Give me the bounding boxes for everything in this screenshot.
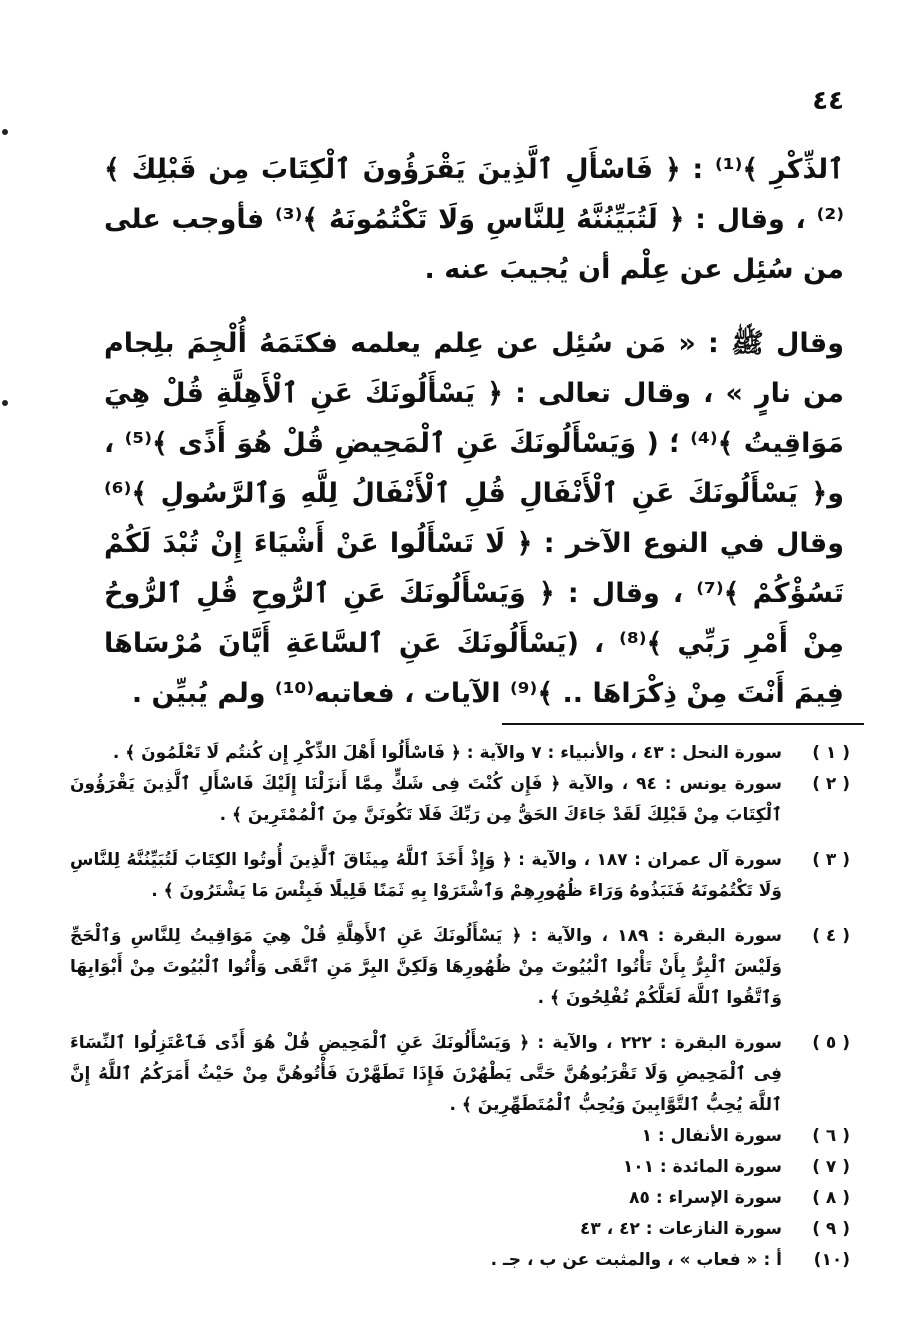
footnote-text: سورة البقرة : ٢٢٢ ، والآية : ﴿ وَيَسْأَلُونَكَ عَنِ ٱلْمَحِيضِ قُلْ هُوَ أَذًى فَٱعْتَزِلُوا ٱلنِّسَاءَ فِى ٱلْمَحِيضِ وَلَا تَقْرَبُوهُنَّ حَتَّى يَطْهُرْنَ فَإِذَا تَطَهَّرْنَ فَأْتُوهُنَّ مِنْ حَيْثُ أَمَرَكُمُ ٱللَّهُ إِنَّ ٱللَّهَ يُحِبُّ ٱلتَّوَّابِينَ وَيُحِبُّ ٱلْمُتَطَهِّرِينَ ﴾ . (70, 1033, 782, 1115)
footnote-number: ( ١ ) (812, 743, 850, 763)
footnote-number: ( ٩ ) (812, 1219, 850, 1239)
footnote-text: سورة الأنفال : ١ (641, 1126, 782, 1146)
margin-dot (2, 129, 8, 135)
footnote (70, 769, 850, 831)
footnote-text: سورة النازعات : ٤٢ ، ٤٣ (580, 1219, 782, 1239)
footnote (70, 1245, 850, 1276)
footnote (70, 738, 850, 769)
footnote-number: ( ٣ ) (812, 850, 850, 870)
footnote (70, 1183, 850, 1214)
footnote-number: ( ٤ ) (812, 926, 850, 946)
footnote-text: سورة آل عمران : ١٨٧ ، والآية : ﴿ وَإِذْ أَخَذَ ٱللَّهُ مِيثَاقَ ٱلَّذِينَ أُوتُوا الكِتَابَ لَتُبَيِّنُنَّهُ لِلنَّاسِ وَلَا تَكْتُمُونَهُ فَنَبَذُوهُ وَرَاءَ ظُهُورِهِمْ وَٱشْتَرَوْا بِهِ ثَمَنًا قَلِيلًا فَبِئْسَ مَا يَشْتَرُونَ ﴾ . (70, 850, 782, 901)
footnote-number: ( ٧ ) (812, 1157, 850, 1177)
footnote-number: (١٠) (813, 1250, 850, 1270)
footnote-text: سورة النحل : ٤٣ ، والأنبياء : ٧ والآية : ﴿ فَاسْأَلُوا أَهْلَ الذِّكْرِ إِن كُنتُم لَا تَعْلَمُونَ ﴾ . (112, 743, 782, 763)
footnote (70, 921, 850, 1014)
paragraph: ٱلذِّكْرِ ﴾⁽¹⁾ : ﴿ فَاسْأَلِ ٱلَّذِينَ يَقْرَؤُونَ ٱلْكِتَابَ مِن قَبْلِكَ ﴾⁽²⁾ ، وقال : ﴿ لَتُبَيِّنُنَّهُ لِلنَّاسِ وَلَا تَكْتُمُونَهُ ﴾⁽³⁾ فأوجب على من سُئِل عن عِلْم أن يُجيبَ عنه . (104, 154, 845, 285)
footnotes (70, 738, 850, 1276)
footnote-number: ( ٢ ) (812, 774, 850, 794)
main-text (104, 145, 844, 719)
footnote-text: سورة المائدة : ١٠١ (622, 1157, 782, 1177)
margin-dot (2, 400, 8, 406)
footnote (70, 1121, 850, 1152)
footnote (70, 845, 850, 907)
footnote-number: ( ٨ ) (812, 1188, 850, 1208)
footnote-divider (502, 723, 864, 725)
footnote-text: أ : « فعاب » ، والمثبت عن ب ، جـ . (490, 1250, 782, 1270)
footnote (70, 1028, 850, 1121)
footnote (70, 1214, 850, 1245)
page-number: ٤٤ (812, 86, 844, 116)
footnote (70, 1152, 850, 1183)
paragraph: وقال ﷺ : « مَن سُئِل عن عِلم يعلمه فكتَمَهُ أُلْجِمَ بلِجام من نارٍ » ، وقال تعالى : ﴿ يَسْأَلُونَكَ عَنِ ٱلْأَهِلَّةِ قُلْ هِيَ مَوَاقِيتُ ﴾⁽⁴⁾ ؛ ( وَيَسْأَلُونَكَ عَنِ ٱلْمَحِيضِ قُلْ هُوَ أَذًى ﴾⁽⁵⁾ ، و﴿ يَسْأَلُونَكَ عَنِ ٱلْأَنْفَالِ قُلِ ٱلْأَنْفَالُ لِلَّهِ وَٱلرَّسُولِ ﴾⁽⁶⁾ وقال في النوع الآخر : ﴿ لَا تَسْأَلُوا عَنْ أَشْيَاءَ إِنْ تُبْدَ لَكُمْ تَسُؤْكُمْ ﴾⁽⁷⁾ ، وقال : ﴿ وَيَسْأَلُونَكَ عَنِ ٱلرُّوحِ قُلِ ٱلرُّوحُ مِنْ أَمْرِ رَبِّي ﴾⁽⁸⁾ ، (يَسْأَلُونَكَ عَنِ ٱلسَّاعَةِ أَيَّانَ مُرْسَاهَا فِيمَ أَنْتَ مِنْ ذِكْرَاهَا .. ﴾⁽⁹⁾ الآيات ، فعاتبه⁽¹⁰⁾ ولم يُبيِّن . (104, 328, 845, 709)
footnote-number: ( ٥ ) (812, 1033, 850, 1053)
footnote-text: سورة البقرة : ١٨٩ ، والآية : ﴿ يَسْأَلُونَكَ عَنِ ٱلأَهِلَّةِ قُلْ هِيَ مَوَاقِيتُ لِلنَّاسِ وَٱلْحَجِّ وَلَيْسَ ٱلْبِرُّ بِأَنْ تَأْتُوا ٱلْبُيُوتَ مِنْ ظُهُورِهَا وَلَكِنَّ البِرَّ مَنِ ٱتَّقَى وَأْتُوا ٱلْبُيُوتَ مِنْ أَبْوَابِهَا وَٱتَّقُوا ٱللَّهَ لَعَلَّكُمْ تُفْلِحُونَ ﴾ . (70, 926, 782, 1008)
footnote-number: ( ٦ ) (812, 1126, 850, 1146)
footnote-text: سورة يونس : ٩٤ ، والآية ﴿ فَإِن كُنْتَ فِى شَكٍّ مِمَّا أَنزَلْنَا إِلَيْكَ فَاسْأَلِ ٱلَّذِينَ يَقْرَؤُونَ ٱلْكِتَابَ مِنْ قَبْلِكَ لَقَدْ جَاءَكَ الحَقُّ مِن رَبِّكَ فَلَا تَكُونَنَّ مِنَ ٱلْمُمْتَرِينَ ﴾ . (70, 774, 782, 825)
footnote-text: سورة الإسراء : ٨٥ (629, 1188, 782, 1208)
